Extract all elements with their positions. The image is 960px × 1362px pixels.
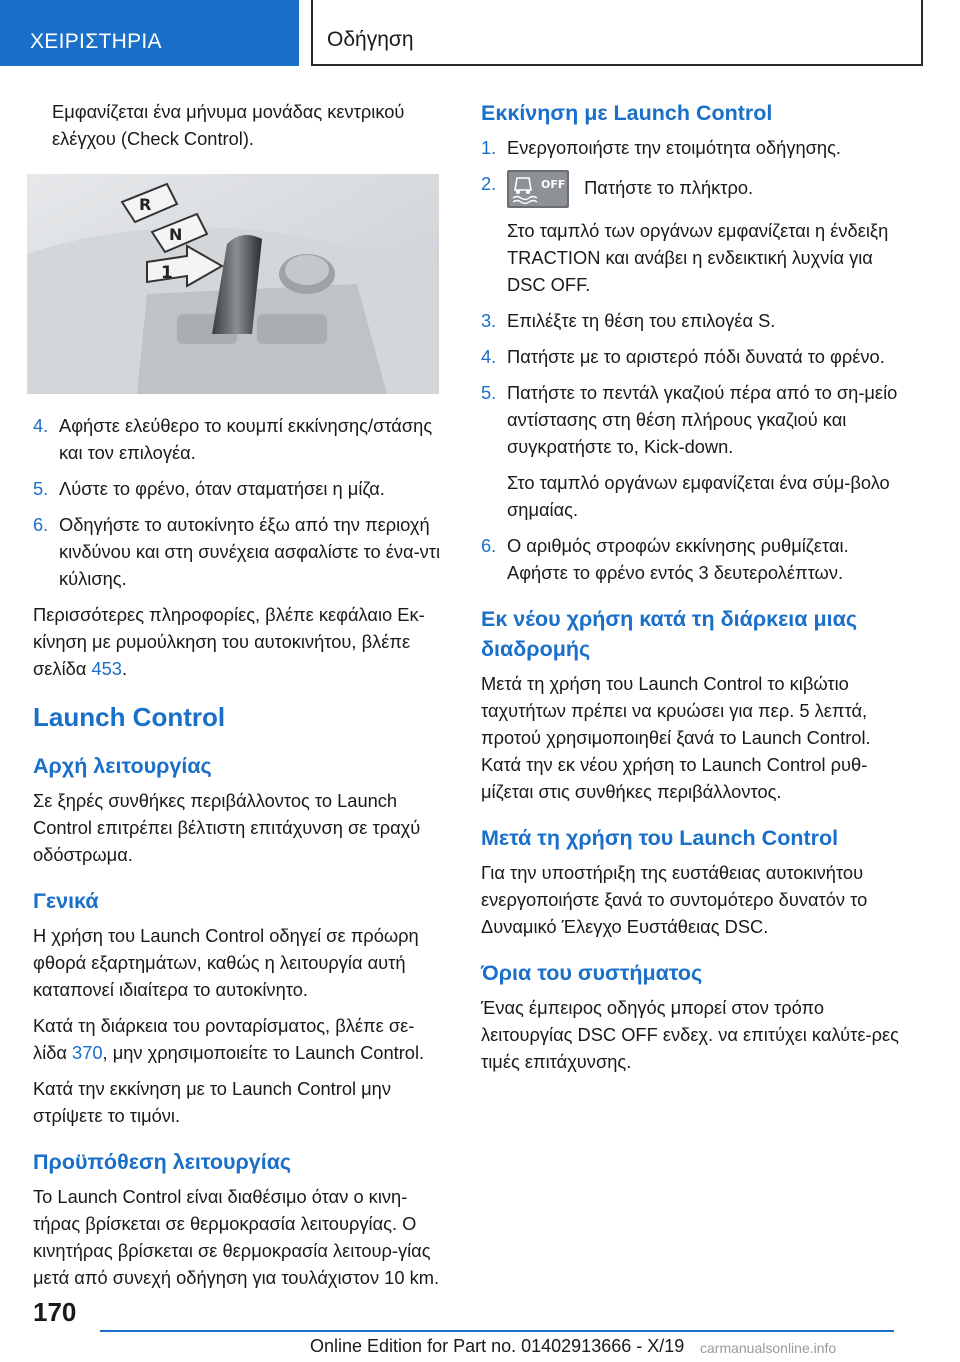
general-heading: Γενικά	[33, 889, 99, 913]
reuse-paragraph: Μετά τη χρήση του Launch Control το κιβώτιο ταχυτήτων πρέπει να κρυώσει για περ. 5 λεπτά, προτού χρησιμοποιηθεί ξανά το Launch Control. Κατά την εκ νέου χρήση το Launch Control ρυθ-μίζεται στις συνθήκες περιβάλλοντος.	[481, 673, 871, 802]
list-item: 5. Λύστε το φρένο, όταν σταματήσει η μίζα.	[33, 478, 385, 499]
gear-selector-illustration	[27, 174, 439, 394]
section-tab: ΧΕΙΡΙΣΤΗΡΙΑ	[0, 0, 299, 66]
list-item: 6. Οδηγήστε το αυτοκίνητο έξω από την περιοχή κινδύνου και στη συνέχεια ασφαλίστε το ένα-ντι κύλισης.	[33, 514, 441, 589]
general-paragraph-2: Κατά τη διάρκεια του ρονταρίσματος, βλέπε σε-λίδα 370, μην χρησιμοποιείτε το Launch Control.	[33, 1015, 425, 1063]
dsc-off-button-icon	[507, 170, 569, 208]
svg-text:N: N	[169, 225, 183, 244]
svg-text:OFF: OFF	[541, 178, 566, 191]
general-paragraph-3: Κατά την εκκίνηση με το Launch Control μην στρίψετε το τιμόνι.	[33, 1078, 391, 1126]
gear-selector-figure	[27, 174, 439, 394]
list-item: 1. Ενεργοποιήστε την ετοιμότητα οδήγησης.	[481, 137, 841, 158]
after-use-heading: Μετά τη χρήση του Launch Control	[481, 826, 839, 850]
step2-detail: Στο ταμπλό των οργάνων εμφανίζεται η ένδειξη TRACTION και ανάβει η ενδεικτική λυχνία για DSC OFF.	[507, 220, 889, 295]
more-info-paragraph: Περισσότερες πληροφορίες, βλέπε κεφάλαιο Εκ-κίνηση με ρυμούλκηση του αυτοκινήτου, βλέπε σελίδα 453.	[33, 604, 425, 679]
right-column	[481, 98, 909, 1084]
prerequisite-paragraph: Το Launch Control είναι διαθέσιμο όταν ο κινη-τήρας βρίσκεται σε θερμοκρασία λειτουργίας. Ο κινητήρας βρίσκεται σε θερμοκρασία λειτουρ-γίας μετά από συνεχή οδήγηση για τουλάχιστον 10 km.	[33, 1186, 440, 1288]
system-limits-paragraph: Ένας έμπειρος οδηγός μπορεί στον τρόπο λειτουργίας DSC OFF ενδεχ. να επιτύχει καλύτε-ρες τιμές επιτάχυνσης.	[481, 997, 899, 1072]
shutdown-steps	[33, 412, 445, 592]
list-item: 5. Πατήστε το πεντάλ γκαζιού πέρα από το ση-μείο αντίστασης στη θέση πλήρους γκαζιού και συγκρατήστε το, Kick-down. Στο ταμπλό οργάνων εμφανίζεται ένα σύμ-βολο σημαίας.	[481, 379, 909, 523]
reuse-heading: Εκ νέου χρήση κατά τη διάρκεια μιας διαδρομής	[481, 607, 857, 661]
watermark: carmanualsonline.info	[700, 1340, 837, 1356]
step5-detail: Στο ταμπλό οργάνων εμφανίζεται ένα σύμ-βολο σημαίας.	[507, 472, 890, 520]
list-item: 3. Επιλέξτε τη θέση του επιλογέα S.	[481, 310, 776, 331]
list-item: 2. OFF Πατήστε το πλήκτρο. Στο ταμπλό των οργάνων εμφανίζεται η ένδειξη TRACTION και ανάβει η ενδεικτική λυχνία για DSC OFF.	[481, 170, 909, 298]
svg-text:1: 1	[161, 263, 173, 283]
list-item: 4. Πατήστε με το αριστερό πόδι δυνατά το φρένο.	[481, 346, 885, 367]
list-item: 4. Αφήστε ελεύθερο το κουμπί εκκίνησης/στάσης και τον επιλογέα.	[33, 415, 433, 463]
launch-control-heading: Launch Control	[33, 702, 226, 732]
page-number: 170	[33, 1297, 77, 1327]
general-paragraph-1: Η χρήση του Launch Control οδηγεί σε πρόωρη φθορά εξαρτημάτων, καθώς η λειτουργία αυτή καταπονεί ιδιαίτερα το αυτοκίνητο.	[33, 925, 419, 1000]
page-header	[0, 0, 960, 66]
left-column	[33, 98, 445, 1300]
chapter-title: Οδήγηση	[311, 0, 923, 66]
edition-text: Online Edition for Part no. 01402913666 - X/19	[310, 1336, 685, 1356]
svg-text:R: R	[139, 195, 152, 214]
principle-heading: Αρχή λειτουργίας	[33, 754, 212, 778]
launch-steps	[481, 134, 909, 586]
list-item: 6. Ο αριθμός στροφών εκκίνησης ρυθμίζεται. Αφήστε το φρένο εντός 3 δευτερολέπτων.	[481, 535, 849, 583]
page-link-370[interactable]: 370	[72, 1042, 103, 1063]
after-use-paragraph: Για την υποστήριξη της ευστάθειας αυτοκινήτου ενεργοποιήστε ξανά το συντομότερο δυνατόν το Δυναμικό Έλεγχο Ευστάθειας DSC.	[481, 862, 868, 937]
prerequisite-heading: Προϋπόθεση λειτουργίας	[33, 1150, 292, 1174]
principle-paragraph: Σε ξηρές συνθήκες περιβάλλοντος το Launch Control επιτρέπει βέλτιστη επιτάχυνση σε τραχύ οδόστρωμα.	[33, 790, 421, 865]
footer-divider	[100, 1330, 894, 1332]
system-limits-heading: Όρια του συστήματος	[481, 961, 703, 985]
start-launch-heading: Εκκίνηση με Launch Control	[481, 101, 773, 125]
intro-paragraph: Εμφανίζεται ένα μήνυμα μονάδας κεντρικού ελέγχου (Check Control).	[52, 101, 405, 149]
page-link-453[interactable]: 453	[91, 658, 122, 679]
